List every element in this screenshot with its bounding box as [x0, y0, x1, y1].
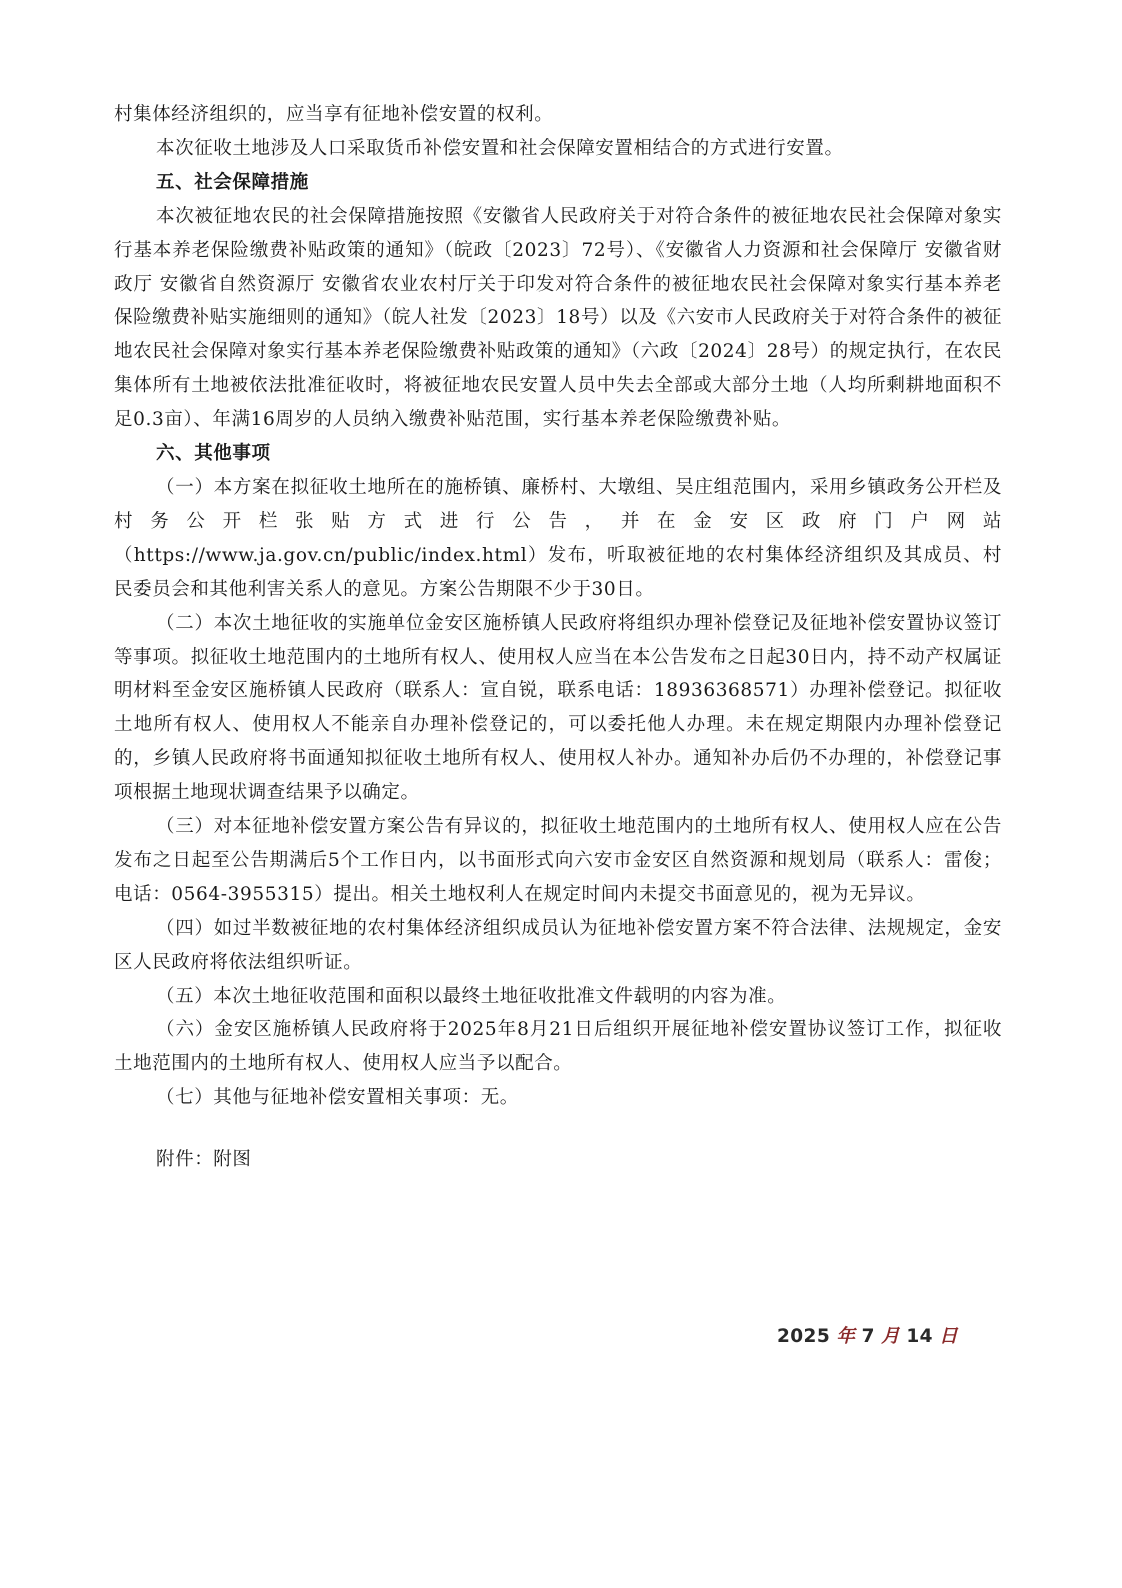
paragraph-resettlement: 本次征收土地涉及人口采取货币补偿安置和社会保障安置相结合的方式进行安置。	[156, 137, 844, 159]
date-month-unit: 月	[881, 1326, 901, 1347]
list-item-other-2: （二）本次土地征收的实施单位金安区施桥镇人民政府将组织办理补偿登记及征地补偿安置协议签订等事项。拟征收土地范围内的土地所有权人、使用权人应当在本公告发布之日起30日内，持不动产权属证明材料至金安区施桥镇人民政府（联系人：宣自锐，联系电话：18936368571）办理补偿登记。拟征收土地所有权人、使用权人不能亲自办理补偿登记的，可以委托他人办理。未在规定期限内办理补偿登记的，乡镇人民政府将书面通知拟征收土地所有权人、使用权人补办。通知补办后仍不办理的，补偿登记事项根据土地现状调查结果予以确定。	[114, 612, 1002, 804]
section-heading-social-security: 五、社会保障措施	[156, 171, 309, 193]
paragraph-social-security: 本次被征地农民的社会保障措施按照《安徽省人民政府关于对符合条件的被征地农民社会保障对象实行基本养老保险缴费补贴政策的通知》（皖政〔2023〕72号）、《安徽省人力资源和社会保障厅 安徽省财政厅 安徽省自然资源厅 安徽省农业农村厅关于印发对符合条件的被征地农民社会保障对象实行基本养老保险缴费补贴实施细则的通知》（皖人社发〔2023〕18号）以及《六安市人民政府关于对符合条件的被征地农民社会保障对象实行基本养老保险缴费补贴政策的通知》（六政〔2024〕28号）的规定执行，在农民集体所有土地被依法批准征收时，将被征地农民安置人员中失去全部或大部分土地（人均所剩耕地面积不足0.3亩）、年满16周岁的人员纳入缴费补贴范围，实行基本养老保险缴费补贴。	[114, 205, 1002, 431]
date-year: 2025	[777, 1326, 831, 1347]
list-item-other-1: （一）本方案在拟征收土地所在的施桥镇、廉桥村、大墩组、吴庄组范围内，采用乡镇政务公开栏及村务公开栏张贴方式进行公告，并在金安区政府门户网站（https://www.ja.gov.cn/public/index.html）发布，听取被征地的农村集体经济组织及其成员、村民委员会和其他利害关系人的意见。方案公告期限不少于30日。	[114, 476, 1002, 600]
date-day: 14	[906, 1326, 933, 1347]
document-body	[114, 98, 1002, 1177]
signature-date	[777, 1322, 958, 1352]
list-item-other-3: （三）对本征地补偿安置方案公告有异议的，拟征收土地范围内的土地所有权人、使用权人应在公告发布之日起至公告期满后5个工作日内，以书面形式向六安市金安区自然资源和规划局（联系人：雷俊；电话：0564-3955315）提出。相关土地权利人在规定时间内未提交书面意见的，视为无异议。	[114, 816, 1002, 905]
date-year-unit: 年	[836, 1326, 856, 1347]
paragraph-continuation: 村集体经济组织的，应当享有征地补偿安置的权利。	[114, 104, 554, 125]
list-item-other-6: （六）金安区施桥镇人民政府将于2025年8月21日后组织开展征地补偿安置协议签订工作，拟征收土地范围内的土地所有权人、使用权人应当予以配合。	[114, 1019, 1002, 1075]
date-day-unit: 日	[939, 1326, 959, 1347]
list-item-other-5: （五）本次土地征收范围和面积以最终土地征收批准文件载明的内容为准。	[156, 985, 787, 1007]
list-item-other-7: （七）其他与征地补偿安置相关事项：无。	[156, 1087, 519, 1109]
list-item-other-4: （四）如过半数被征地的农村集体经济组织成员认为征地补偿安置方案不符合法律、法规规定，金安区人民政府将依法组织听证。	[114, 917, 1002, 973]
date-month: 7	[861, 1326, 875, 1347]
attachment-note: 附件：附图	[156, 1149, 252, 1171]
section-heading-other-matters: 六、其他事项	[156, 443, 271, 465]
